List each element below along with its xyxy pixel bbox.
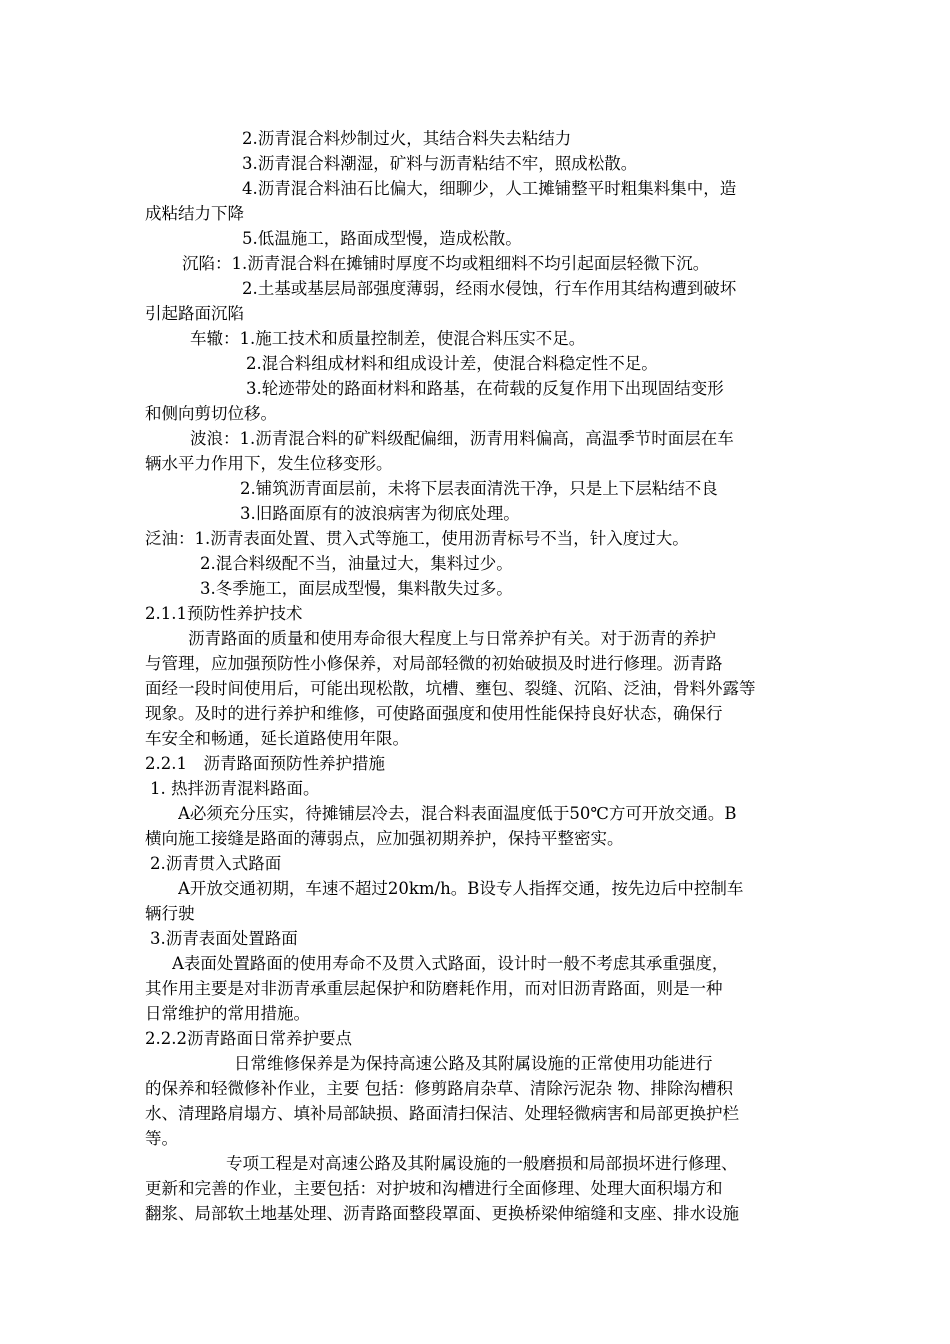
- text-line: 3.冬季施工，面层成型慢，集料散失过多。: [200, 579, 513, 598]
- text-line: 1. 热拌沥青混料路面。: [150, 779, 320, 798]
- text-line: A必须充分压实，待摊铺层冷去，混合料表面温度低于50℃方可开放交通。B: [178, 804, 737, 823]
- text-line: 更新和完善的作业，主要包括：对护坡和沟槽进行全面修理、处理大面积塌方和: [145, 1179, 723, 1198]
- text-line: 面经一段时间使用后，可能出现松散，坑槽、壅包、裂缝、沉陷、泛油，骨料外露等: [145, 679, 756, 698]
- text-line: 波浪：1.沥青混合料的矿料级配偏细，沥青用料偏高，高温季节时面层在车: [190, 429, 734, 448]
- text-line: 与管理，应加强预防性小修保养，对局部轻微的初始破损及时进行修理。沥青路: [145, 654, 723, 673]
- text-line: 2.混合料组成材料和组成设计差，使混合料稳定性不足。: [246, 354, 658, 373]
- text-line: 沉陷：1.沥青混合料在摊铺时厚度不均或粗细料不均引起面层轻微下沉。: [182, 254, 710, 273]
- text-line: 水、清理路肩塌方、填补局部缺损、路面清扫保洁、处理轻微病害和局部更换护栏: [145, 1104, 739, 1123]
- section-heading: 2.2.1 沥青路面预防性养护措施: [145, 754, 385, 773]
- text-line: 车安全和畅通，延长道路使用年限。: [145, 729, 409, 748]
- text-line: A开放交通初期，车速不超过20km/h。B设专人指挥交通，按先边后中控制车: [178, 879, 744, 898]
- text-line: 和侧向剪切位移。: [145, 404, 277, 423]
- text-line: A表面处置路面的使用寿命不及贯入式路面，设计时一般不考虑其承重强度，: [172, 954, 729, 973]
- text-line: 的保养和轻微修补作业，主要 包括：修剪路肩杂草、清除污泥杂 物、排除沟槽积: [145, 1079, 733, 1098]
- text-line: 3.轮迹带处的路面材料和路基，在荷载的反复作用下出现固结变形: [246, 379, 724, 398]
- text-line: 其作用主要是对非沥青承重层起保护和防磨耗作用，而对旧沥青路面，则是一种: [145, 979, 723, 998]
- text-line: 3.沥青混合料潮湿，矿料与沥青粘结不牢，照成松散。: [242, 154, 638, 173]
- text-line: 成粘结力下降: [145, 204, 244, 223]
- text-line: 翻浆、局部软土地基处理、沥青路面整段罩面、更换桥梁伸缩缝和支座、排水设施: [145, 1204, 739, 1223]
- text-line: 辆行驶: [145, 904, 195, 923]
- text-line: 2.混合料级配不当，油量过大，集料过少。: [200, 554, 513, 573]
- text-line: 引起路面沉陷: [145, 304, 244, 323]
- text-line: 现象。及时的进行养护和维修，可使路面强度和使用性能保持良好状态，确保行: [145, 704, 723, 723]
- text-line: 2.沥青贯入式路面: [150, 854, 282, 873]
- text-line: 专项工程是对高速公路及其附属设施的一般磨损和局部损坏进行修理、: [226, 1154, 738, 1173]
- text-line: 4.沥青混合料油石比偏大，细聊少，人工摊铺整平时粗集料集中，造: [242, 179, 737, 198]
- text-line: 横向施工接缝是路面的薄弱点，应加强初期养护，保持平整密实。: [145, 829, 624, 848]
- text-line: 车辙：1.施工技术和质量控制差，使混合料压实不足。: [190, 329, 586, 348]
- text-line: 2.沥青混合料炒制过火，其结合料失去粘结力: [242, 129, 572, 148]
- text-line: 3.沥青表面处置路面: [150, 929, 298, 948]
- text-line: 3.旧路面原有的波浪病害为彻底处理。: [240, 504, 520, 523]
- text-line: 2.铺筑沥青面层前，未将下层表面清洗干净，只是上下层粘结不良: [240, 479, 718, 498]
- text-line: 5.低温施工，路面成型慢，造成松散。: [242, 229, 522, 248]
- text-line: 日常维护的常用措施。: [145, 1004, 310, 1023]
- section-heading: 2.2.2沥青路面日常养护要点: [145, 1029, 352, 1048]
- text-line: 等。: [145, 1129, 178, 1148]
- text-line: 辆水平力作用下，发生位移变形。: [145, 454, 393, 473]
- text-line: 日常维修保养是为保持高速公路及其附属设施的正常使用功能进行: [234, 1054, 713, 1073]
- section-heading: 2.1.1预防性养护技术: [145, 604, 303, 623]
- text-line: 泛油：1.沥青表面处置、贯入式等施工，使用沥青标号不当，针入度过大。: [145, 529, 689, 548]
- text-line: 2.土基或基层局部强度薄弱，经雨水侵蚀，行车作用其结构遭到破坏: [242, 279, 737, 298]
- text-line: 沥青路面的质量和使用寿命很大程度上与日常养护有关。对于沥青的养护: [188, 629, 716, 648]
